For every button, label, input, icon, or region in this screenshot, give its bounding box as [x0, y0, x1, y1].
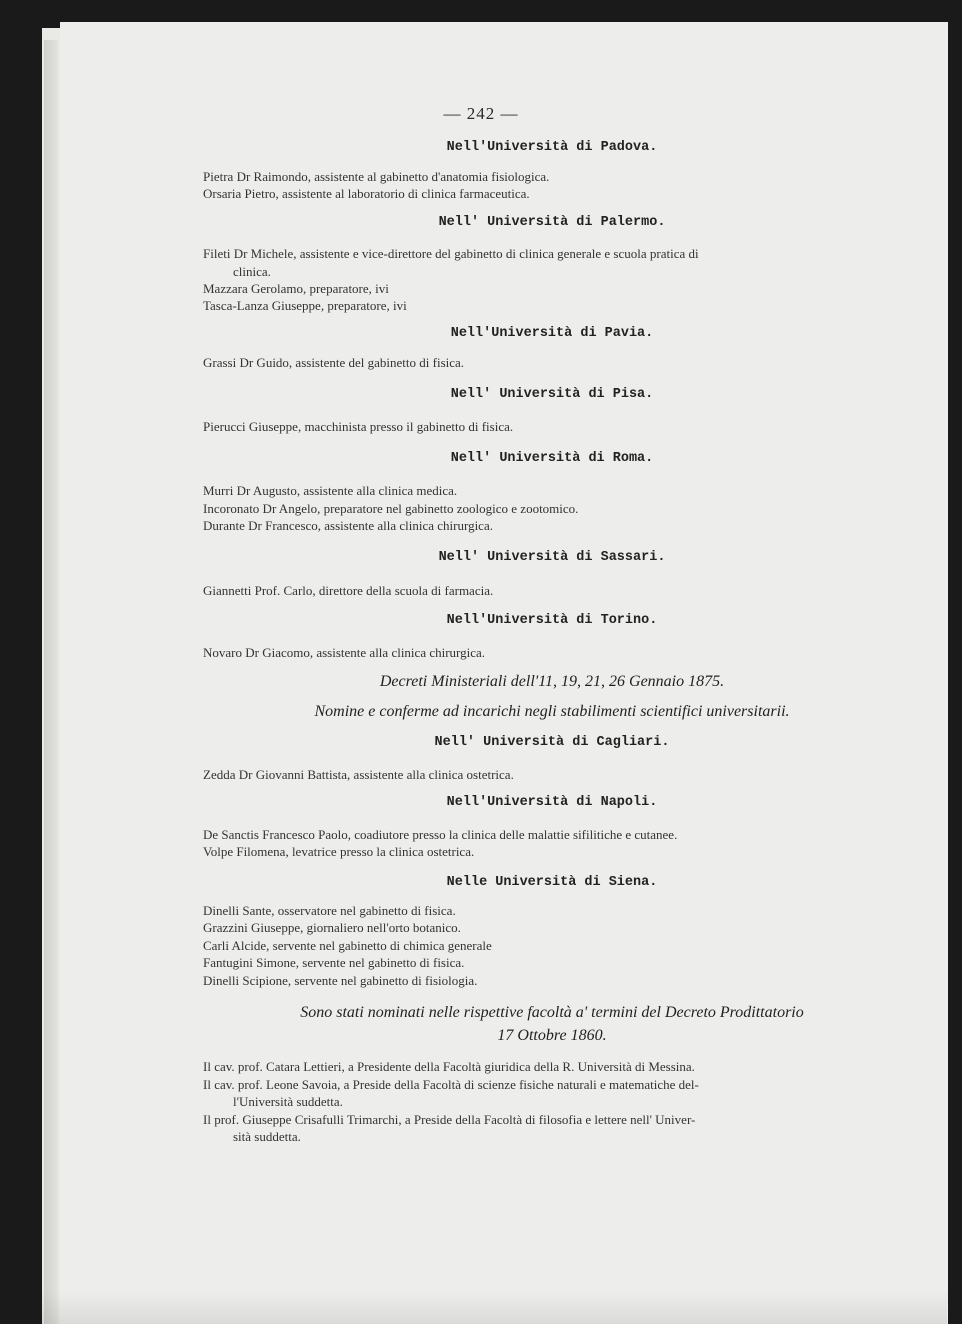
- page-number: — 242 —: [443, 104, 519, 123]
- entry-padova-1: Pietra Dr Raimondo, assistente al gabinetto d'anatomia fisiologica.: [203, 169, 550, 184]
- entry-siena-1: Dinelli Sante, osservatore nel gabinetto di fisica.: [203, 903, 456, 918]
- heading-roma: Nell' Università di Roma.: [450, 451, 654, 466]
- decree2-title: Sono stati nominati nelle rispettive facoltà a' termini del Decreto Prodittatorio: [300, 1004, 804, 1021]
- heading-palermo: Nell' Università di Palermo.: [438, 215, 666, 230]
- entry-roma-3: Durante Dr Francesco, assistente alla clinica chirurgica.: [203, 518, 493, 533]
- entry-siena-2: Grazzini Giuseppe, giornaliero nell'orto botanico.: [203, 920, 461, 935]
- entry-siena-3: Carli Alcide, servente nel gabinetto di chimica generale: [203, 938, 492, 953]
- entry-roma-2: Incoronato Dr Angelo, preparatore nel gabinetto zoologico e zootomico.: [203, 501, 579, 516]
- heading-torino: Nell'Università di Torino.: [446, 613, 658, 628]
- final-entry-2: Il cav. prof. Leone Savoia, a Preside della Facoltà di scienze fisiche naturali e matematiche del-: [203, 1077, 699, 1092]
- entry-napoli-2: Volpe Filomena, levatrice presso la clinica ostetrica.: [203, 844, 475, 859]
- entry-sassari-1: Giannetti Prof. Carlo, direttore della scuola di farmacia.: [203, 583, 494, 598]
- decree2-date: 17 Ottobre 1860.: [497, 1027, 607, 1044]
- entry-pisa-1: Pierucci Giuseppe, macchinista presso il gabinetto di fisica.: [203, 419, 514, 434]
- heading-padova: Nell'Università di Padova.: [446, 140, 658, 155]
- page-bottom-shadow: [42, 1290, 947, 1324]
- entry-padova-2: Orsaria Pietro, assistente al laboratorio di clinica farmaceutica.: [203, 186, 530, 201]
- decree-subtitle: Nomine e conferme ad incarichi negli stabilimenti scientifici universitarii.: [314, 703, 790, 720]
- entry-cagliari-1: Zedda Dr Giovanni Battista, assistente alla clinica ostetrica.: [203, 767, 514, 782]
- heading-sassari: Nell' Università di Sassari.: [438, 550, 666, 565]
- entry-palermo-3: Tasca-Lanza Giuseppe, preparatore, ivi: [203, 298, 407, 313]
- entry-pavia-1: Grassi Dr Guido, assistente del gabinetto di fisica.: [203, 355, 465, 370]
- final-entry-3-cont: sità suddetta.: [233, 1129, 301, 1144]
- entry-siena-5: Dinelli Scipione, servente nel gabinetto di fisiologia.: [203, 973, 478, 988]
- decree-title: Decreti Ministeriali dell'11, 19, 21, 26 Gennaio 1875.: [379, 673, 725, 690]
- entry-roma-1: Murri Dr Augusto, assistente alla clinica medica.: [203, 483, 458, 498]
- entry-torino-1: Novaro Dr Giacomo, assistente alla clinica chirurgica.: [203, 645, 486, 660]
- entry-palermo-2: Mazzara Gerolamo, preparatore, ivi: [203, 281, 389, 296]
- final-entry-1: Il cav. prof. Catara Lettieri, a Presidente della Facoltà giuridica della R. Università di Messina.: [203, 1059, 695, 1074]
- entry-palermo-1: Fileti Dr Michele, assistente e vice-direttore del gabinetto di clinica generale e scuola pratica di: [203, 246, 699, 261]
- page-edge: [44, 40, 58, 1324]
- entry-palermo-1-cont: clinica.: [233, 264, 271, 279]
- heading-pavia: Nell'Università di Pavia.: [450, 326, 654, 341]
- final-entry-2-cont: l'Università suddetta.: [233, 1094, 343, 1109]
- entry-napoli-1: De Sanctis Francesco Paolo, coadiutore presso la clinica delle malattie sifilitiche e cutanee.: [203, 827, 678, 842]
- heading-pisa: Nell' Università di Pisa.: [450, 387, 654, 402]
- entry-siena-4: Fantugini Simone, servente nel gabinetto di fisica.: [203, 955, 465, 970]
- final-entry-3: Il prof. Giuseppe Crisafulli Trimarchi, a Preside della Facoltà di filosofia e lettere nell' Univer-: [203, 1112, 696, 1127]
- heading-cagliari: Nell' Università di Cagliari.: [434, 735, 670, 750]
- heading-napoli: Nell'Università di Napoli.: [446, 795, 658, 810]
- heading-siena: Nelle Università di Siena.: [446, 875, 658, 890]
